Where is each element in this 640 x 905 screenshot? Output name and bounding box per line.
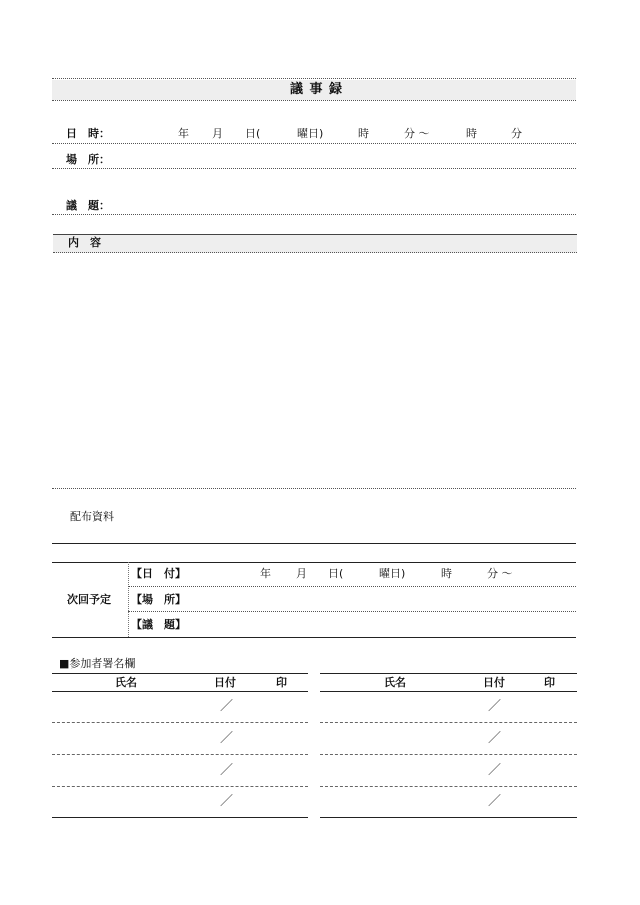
datetime-rule (52, 143, 576, 144)
next-month-label: 月 (296, 567, 307, 580)
hour-from-label: 時 (358, 127, 369, 140)
next-hour-label: 時 (441, 567, 452, 580)
signatures-title: ■参加者署名欄 (59, 657, 136, 670)
content-header: 内 容 (68, 236, 101, 249)
sig-left-header-name: 氏名 (115, 676, 137, 689)
sig-right-row-1-slash: ／ (488, 699, 502, 714)
title-top-rule (52, 78, 576, 79)
sig-left-row-4[interactable] (52, 787, 308, 817)
materials-label: 配布資料 (70, 510, 114, 523)
next-date-rule (128, 586, 576, 587)
weekday-label: 曜日) (297, 127, 324, 140)
sig-right-header-name: 氏名 (384, 676, 406, 689)
next-meeting-label: 次回予定 (67, 593, 111, 606)
sig-right-row-1[interactable] (320, 692, 577, 722)
content-area[interactable] (53, 253, 577, 486)
sig-right-row-4[interactable] (320, 787, 577, 817)
next-place-rule (128, 611, 576, 612)
sig-left-header-date: 日付 (214, 676, 236, 689)
sig-left-row-3-slash: ／ (220, 763, 234, 778)
sig-right-row-3-slash: ／ (488, 763, 502, 778)
agenda-label: 議 題： (66, 199, 110, 212)
sig-left-row-3[interactable] (52, 755, 308, 786)
sig-right-top-rule (320, 673, 577, 674)
minute-from-label: 分 〜 (404, 127, 430, 140)
sig-left-bottom-rule (52, 817, 308, 818)
content-header-band (53, 234, 577, 253)
sig-right-header-date: 日付 (483, 676, 505, 689)
place-rule (52, 168, 576, 169)
sig-right-header-seal: 印 (544, 676, 555, 689)
next-year-label: 年 (260, 567, 271, 580)
sig-left-row-1[interactable] (52, 692, 308, 722)
sig-left-row-2-slash: ／ (220, 731, 234, 746)
sig-left-header-seal: 印 (276, 676, 287, 689)
next-agenda-label: 【議 題】 (131, 618, 186, 631)
next-meeting-divider (128, 562, 129, 637)
sig-right-row-3[interactable] (320, 755, 577, 786)
content-bottom-rule (52, 488, 576, 489)
hour-to-label: 時 (466, 127, 477, 140)
page-title: 議 事 録 (290, 82, 344, 97)
place-label: 場 所： (66, 153, 110, 166)
day-label: 日( (245, 127, 261, 140)
next-date-label: 【日 付】 (131, 567, 186, 580)
sig-right-bottom-rule (320, 817, 577, 818)
next-meeting-top-rule (52, 562, 576, 563)
title-bottom-rule (52, 100, 576, 101)
sig-right-row-4-slash: ／ (488, 794, 502, 809)
next-place-label: 【場 所】 (131, 593, 186, 606)
next-day-label: 日( (328, 567, 344, 580)
agenda-rule (52, 214, 576, 215)
sig-left-row-2[interactable] (52, 723, 308, 754)
sig-left-row-1-slash: ／ (220, 699, 234, 714)
materials-rule (52, 543, 576, 544)
datetime-label: 日 時： (66, 127, 110, 140)
next-weekday-label: 曜日) (379, 567, 406, 580)
sig-right-row-2[interactable] (320, 723, 577, 754)
minute-to-label: 分 (511, 127, 522, 140)
sig-left-row-4-slash: ／ (220, 794, 234, 809)
sig-right-row-2-slash: ／ (488, 731, 502, 746)
year-label: 年 (178, 127, 189, 140)
next-minute-label: 分 〜 (487, 567, 513, 580)
next-meeting-bottom-rule (52, 637, 576, 638)
month-label: 月 (212, 127, 223, 140)
sig-left-top-rule (52, 673, 308, 674)
